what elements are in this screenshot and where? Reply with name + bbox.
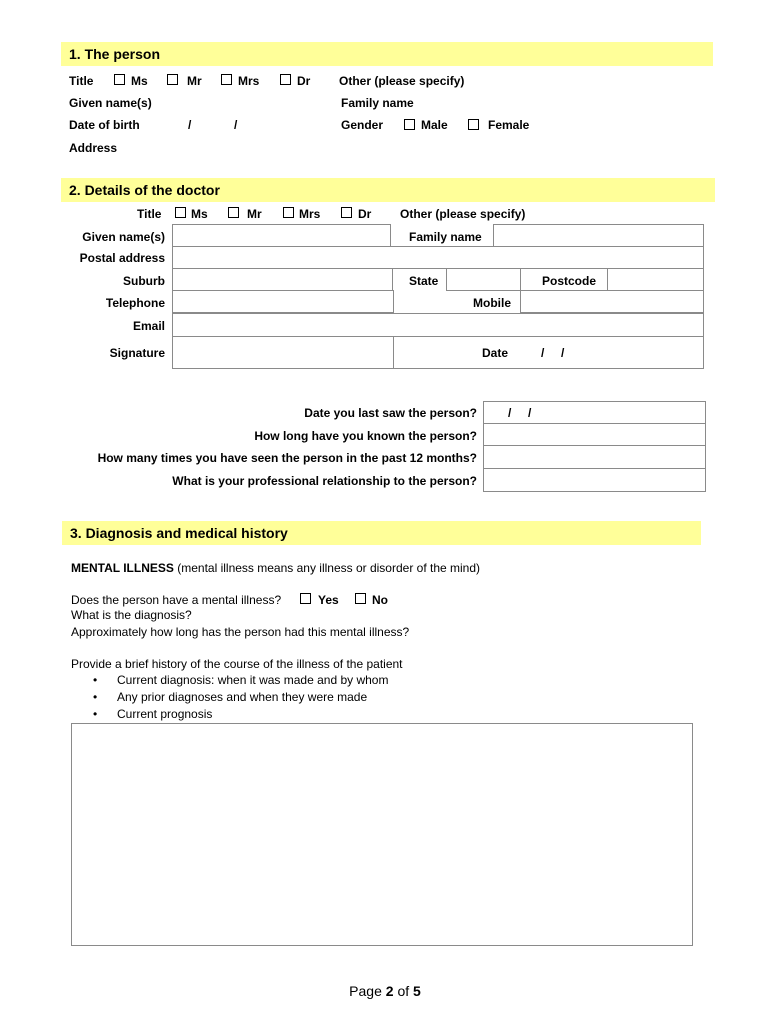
telephone-field[interactable] xyxy=(172,290,394,313)
title-mr-label: Mr xyxy=(187,74,202,88)
mental-illness-heading: MENTAL ILLNESS xyxy=(71,561,174,575)
dob-separator: / xyxy=(188,118,192,132)
doctor-given-names-field[interactable] xyxy=(172,224,391,247)
question-times-seen-label: How many times you have seen the person in the past 12 months? xyxy=(97,451,477,465)
mobile-field[interactable] xyxy=(520,290,704,313)
doctor-given-names-label: Given name(s) xyxy=(82,230,165,244)
question-known-duration-field[interactable] xyxy=(483,423,706,446)
title-mrs-label: Mrs xyxy=(238,74,260,88)
email-field[interactable] xyxy=(172,313,704,337)
telephone-label: Telephone xyxy=(105,296,165,310)
given-names-label: Given name(s) xyxy=(69,96,152,110)
doctor-family-name-label: Family name xyxy=(409,230,482,244)
doctor-title-mr-checkbox[interactable] xyxy=(228,207,239,218)
section-1-header: 1. The person xyxy=(61,42,713,66)
suburb-field[interactable] xyxy=(172,268,393,291)
postal-address-field[interactable] xyxy=(172,246,704,269)
history-bullet-list xyxy=(71,672,388,723)
illness-yes-label: Yes xyxy=(318,593,339,607)
dob-label: Date of birth xyxy=(69,118,140,132)
gender-male-checkbox[interactable] xyxy=(404,119,415,130)
doctor-title-other-label: Other (please specify) xyxy=(400,207,526,221)
doctor-title-mrs-label: Mrs xyxy=(299,207,321,221)
postal-address-label: Postal address xyxy=(79,251,165,265)
doctor-title-dr-checkbox[interactable] xyxy=(341,207,352,218)
mental-illness-desc: (mental illness means any illness or disorder of the mind) xyxy=(173,561,481,575)
title-label: Title xyxy=(69,74,94,88)
question-last-seen-value: / / xyxy=(508,406,532,420)
mobile-label: Mobile xyxy=(473,296,511,310)
title-other-label: Other (please specify) xyxy=(339,74,465,88)
title-ms-checkbox[interactable] xyxy=(114,74,125,85)
page-number xyxy=(0,983,770,999)
doctor-title-mr-label: Mr xyxy=(247,207,262,221)
doctor-family-name-field[interactable] xyxy=(493,224,704,247)
postcode-label: Postcode xyxy=(542,274,597,288)
state-label: State xyxy=(409,274,439,288)
doctor-title-ms-label: Ms xyxy=(191,207,208,221)
gender-female-checkbox[interactable] xyxy=(468,119,479,130)
state-field[interactable] xyxy=(446,268,521,291)
question-last-seen-label: Date you last saw the person? xyxy=(304,406,477,420)
title-dr-label: Dr xyxy=(297,74,311,88)
doctor-title-label: Title xyxy=(137,207,162,221)
doctor-title-mrs-checkbox[interactable] xyxy=(283,207,294,218)
illness-yes-checkbox[interactable] xyxy=(300,593,311,604)
email-label: Email xyxy=(132,319,165,333)
gender-female-label: Female xyxy=(488,118,530,132)
gender-label: Gender xyxy=(341,118,384,132)
duration-question: Approximately how long has the person had this mental illness? xyxy=(71,625,410,639)
question-relationship-field[interactable] xyxy=(483,468,706,492)
dob-separator: / xyxy=(234,118,238,132)
illness-no-label: No xyxy=(372,593,388,607)
question-known-duration-label: How long have you known the person? xyxy=(254,429,477,443)
postcode-field[interactable] xyxy=(607,268,704,291)
doctor-title-dr-label: Dr xyxy=(358,207,372,221)
signature-field[interactable] xyxy=(172,336,394,369)
title-mrs-checkbox[interactable] xyxy=(221,74,232,85)
signature-label: Signature xyxy=(109,346,165,360)
page-current: 2 xyxy=(385,983,394,999)
page-prefix: Page xyxy=(349,983,386,999)
gender-male-label: Male xyxy=(421,118,448,132)
page-total: 5 xyxy=(413,983,421,999)
title-mr-checkbox[interactable] xyxy=(167,74,178,85)
address-label: Address xyxy=(69,141,118,155)
title-dr-checkbox[interactable] xyxy=(280,74,291,85)
doctor-title-ms-checkbox[interactable] xyxy=(175,207,186,218)
signature-date-label: Date xyxy=(482,346,509,360)
section-3-header: 3. Diagnosis and medical history xyxy=(62,521,701,545)
history-intro: Provide a brief history of the course of the illness of the patient xyxy=(71,657,403,671)
section-2-header: 2. Details of the doctor xyxy=(61,178,715,202)
suburb-label: Suburb xyxy=(123,274,165,288)
has-illness-question: Does the person have a mental illness? xyxy=(71,593,282,607)
question-times-seen-field[interactable] xyxy=(483,445,706,469)
illness-no-checkbox[interactable] xyxy=(355,593,366,604)
question-relationship-label: What is your professional relationship to the person? xyxy=(172,474,477,488)
list-item: • Current prognosis xyxy=(71,706,388,723)
family-name-label: Family name xyxy=(341,96,414,110)
list-item: • Any prior diagnoses and when they were made xyxy=(71,689,388,706)
title-ms-label: Ms xyxy=(131,74,148,88)
page-of: of xyxy=(393,983,414,999)
history-textarea[interactable] xyxy=(71,723,693,946)
mental-illness-definition xyxy=(71,561,480,576)
signature-date-value: / / xyxy=(541,346,565,360)
list-item: • Current diagnosis: when it was made and by whom xyxy=(71,672,388,689)
diagnosis-question: What is the diagnosis? xyxy=(71,608,192,622)
